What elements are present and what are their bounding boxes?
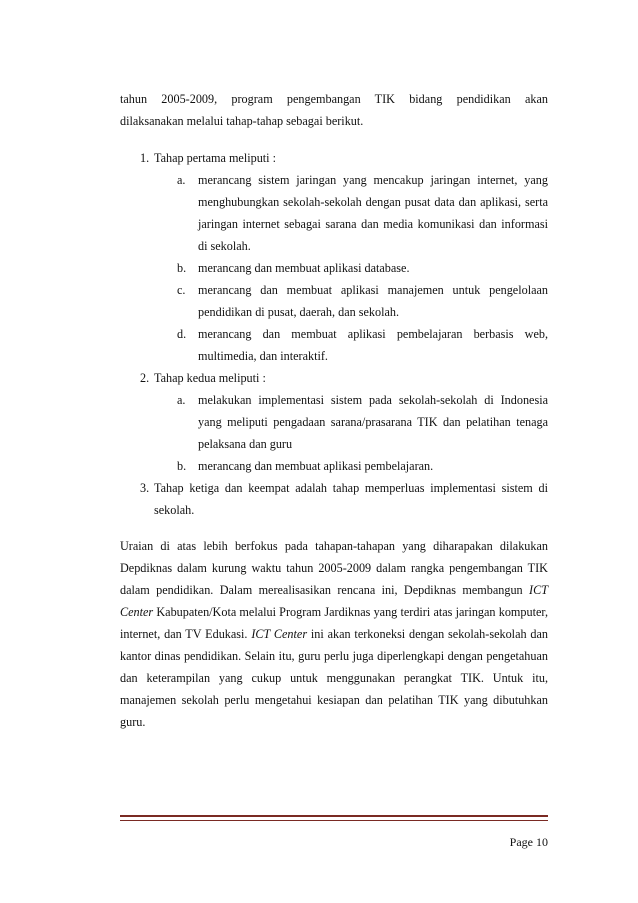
closing-text-2: Kabupaten/Kota melalui Program Jardiknas yang terdiri atas jaringan komputer, internet, dan TV Edukasi. — [120, 605, 548, 641]
sub-item — [120, 323, 548, 367]
intro-line-1: tahun 2005-2009, program pengembangan TIK bidang pendidikan akan — [120, 92, 548, 106]
ict-center-term: ICT Center — [120, 583, 548, 619]
stage-item-2 — [120, 367, 548, 477]
sub-letter: a. — [177, 393, 186, 407]
sub-text: merancang sistem jaringan yang mencakup jaringan internet, yang menghubungkan sekolah-sekolah dengan pusat data dan aplikasi, serta jaringan internet sebagai sarana dan media komunikasi dan informasi di sekolah. — [198, 173, 548, 253]
sub-text: melakukan implementasi sistem pada sekolah-sekolah di Indonesia yang meliputi pengadaan sarana/prasarana TIK dan pelatihan tenaga pelaksana dan guru — [198, 393, 548, 451]
sub-list — [154, 169, 548, 367]
ict-center-term: ICT Center — [251, 627, 308, 641]
page-number: Page 10 — [509, 835, 548, 849]
stage-label: Tahap ketiga dan keempat adalah tahap memperluas implementasi sistem di sekolah. — [154, 481, 548, 517]
sub-text: merancang dan membuat aplikasi manajemen untuk pengelolaan pendidikan di pusat, daerah, dan sekolah. — [198, 283, 548, 319]
sub-item — [120, 389, 548, 455]
sub-item — [120, 279, 548, 323]
closing-paragraph — [120, 535, 548, 733]
sub-text: merancang dan membuat aplikasi pembelajaran berbasis web, multimedia, dan interaktif. — [198, 327, 548, 363]
sub-list — [154, 389, 548, 477]
closing-text-1: Uraian di atas lebih berfokus pada tahapan-tahapan yang diharapakan dilakukan Depdiknas dalam kurung waktu tahun 2005-2009 dalam rangka pengembangan TIK dalam pendidikan. Dalam merealisasikan rencana ini, Depdiknas membangun — [120, 539, 548, 597]
sub-letter: a. — [177, 173, 186, 187]
stage-label: Tahap kedua meliputi : — [154, 371, 266, 385]
closing-text-3: ini akan terkoneksi dengan sekolah-sekolah dan kantor dinas pendidikan. Selain itu, guru perlu juga diperlengkapi dengan pengetahuan dan keterampilan yang cukup untuk menggunakan perangkat TIK. Untuk itu, manajemen sekolah perlu mengetahui kesiapan dan pelatihan TIK yang dibutuhkan guru. — [120, 627, 548, 729]
sub-letter: c. — [177, 283, 186, 297]
stages-list — [120, 147, 548, 521]
footer-rule-thin — [120, 820, 548, 821]
sub-letter: d. — [177, 327, 187, 341]
sub-text: merancang dan membuat aplikasi pembelajaran. — [198, 459, 434, 473]
stage-label: Tahap pertama meliputi : — [154, 151, 276, 165]
page-content — [120, 88, 548, 733]
stage-item-3 — [120, 477, 548, 521]
stage-number: 1. — [140, 151, 150, 165]
footer-rule-thick — [120, 815, 548, 817]
stage-item-1 — [120, 147, 548, 367]
sub-text: merancang dan membuat aplikasi database. — [198, 261, 410, 275]
stage-number: 2. — [140, 371, 150, 385]
stage-number: 3. — [140, 481, 150, 495]
intro-line-2: dilaksanakan melalui tahap-tahap sebagai berikut. — [120, 114, 364, 128]
sub-item — [120, 455, 548, 477]
sub-item — [120, 257, 548, 279]
sub-letter: b. — [177, 261, 187, 275]
sub-letter: b. — [177, 459, 187, 473]
sub-item — [120, 169, 548, 257]
